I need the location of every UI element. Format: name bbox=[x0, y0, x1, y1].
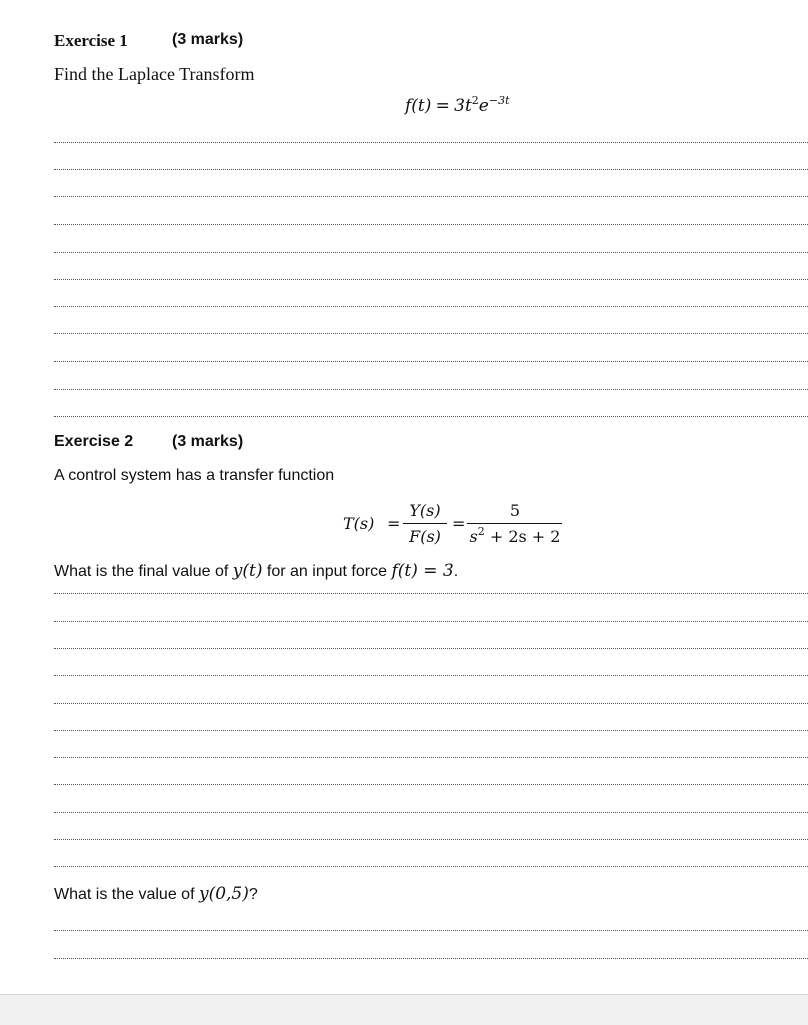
answer-line bbox=[54, 866, 808, 867]
exercise2-marks: (3 marks) bbox=[172, 433, 244, 450]
equation-exponent-e: −3t bbox=[488, 94, 510, 107]
page-bottom-edge bbox=[0, 994, 808, 1025]
answer-line bbox=[54, 757, 808, 758]
answer-line bbox=[54, 361, 808, 362]
answer-line bbox=[54, 333, 808, 334]
exercise1-marks: (3 marks) bbox=[172, 31, 244, 48]
equals-sign: = bbox=[387, 514, 401, 533]
answer-line bbox=[54, 839, 808, 840]
exercise2-intro: A control system has a transfer function bbox=[54, 467, 335, 484]
answer-line bbox=[54, 279, 808, 280]
exercise2-title: Exercise 2 bbox=[54, 433, 134, 450]
equation-lhs: f(t) bbox=[405, 96, 432, 116]
equals-sign: = bbox=[452, 514, 466, 533]
answer-line bbox=[54, 142, 808, 143]
fraction-denominator: F(s) bbox=[409, 527, 441, 546]
answer-line bbox=[54, 593, 808, 594]
fraction-numerator: 5 bbox=[509, 501, 521, 520]
answer-line bbox=[54, 730, 808, 731]
fraction-bar bbox=[467, 523, 562, 524]
equation-exponent-t: 2 bbox=[471, 94, 479, 107]
answer-line bbox=[54, 416, 808, 417]
answer-line bbox=[54, 196, 808, 197]
fraction-bar bbox=[403, 523, 447, 524]
exercise2-question2: What is the value of y(0,5)? bbox=[54, 884, 258, 904]
exercise1-instruction: Find the Laplace Transform bbox=[54, 64, 255, 84]
answer-line bbox=[54, 784, 808, 785]
exercise1-title: Exercise 1 bbox=[54, 31, 128, 50]
exercise1-equation bbox=[405, 96, 510, 116]
answer-line bbox=[54, 958, 808, 959]
exercise2-question1: What is the final value of y(t) for an input force f(t) = 3. bbox=[54, 561, 459, 581]
answer-line bbox=[54, 703, 808, 704]
answer-line bbox=[54, 306, 808, 307]
equation-coefficient: 3t bbox=[454, 96, 472, 116]
answer-line bbox=[54, 224, 808, 225]
equation-lhs: T(s) bbox=[343, 514, 375, 533]
answer-line bbox=[54, 621, 808, 622]
answer-line bbox=[54, 169, 808, 170]
answer-line bbox=[54, 648, 808, 649]
answer-line bbox=[54, 252, 808, 253]
equals-sign: = bbox=[435, 96, 450, 116]
answer-line bbox=[54, 675, 808, 676]
answer-line bbox=[54, 812, 808, 813]
answer-line bbox=[54, 389, 808, 390]
transfer-function-equation bbox=[340, 498, 580, 550]
answer-line bbox=[54, 930, 808, 931]
fraction-numerator: Y(s) bbox=[409, 501, 441, 520]
fraction-denominator: $s^2 + 2s + 2$ bbox=[469, 525, 561, 546]
equation-base-e: e bbox=[478, 96, 489, 116]
